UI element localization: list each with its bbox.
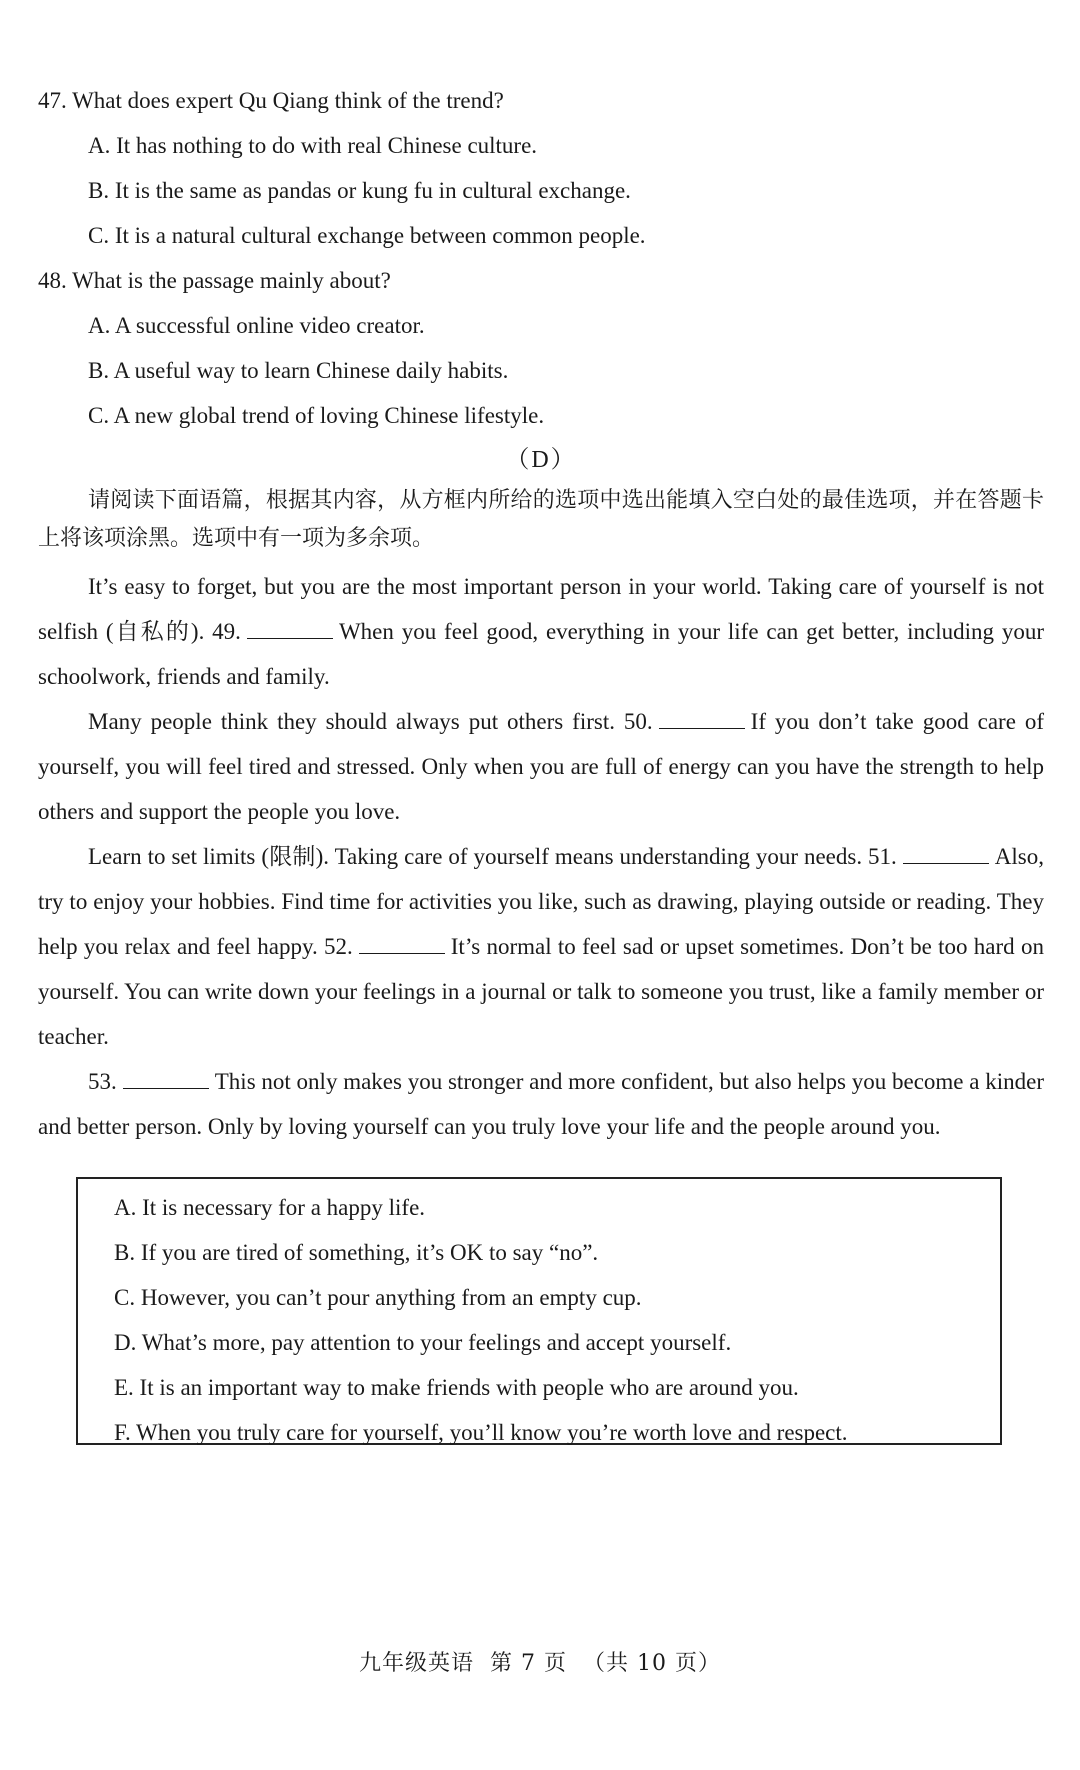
passage-text: When you feel good, everything in your life can get better, including your schoolwork, friends and family. <box>38 619 1044 689</box>
question-47 <box>38 78 1044 258</box>
question-stem: 48. What is the passage mainly about? <box>38 268 391 293</box>
answer-blank-52 <box>359 933 445 954</box>
answer-option: C. It is a natural cultural exchange between common people. <box>88 223 646 248</box>
passage-text: Also, try to enjoy your hobbies. Find time for activities you like, such as drawing, playing outside or reading. They help you relax and feel happy. 52. <box>38 844 1044 959</box>
box-option-d: D. What’s more, pay attention to your feelings and accept yourself. <box>114 1330 732 1355</box>
passage-text: This not only makes you stronger and more confident, but also helps you become a kinder and better person. Only by loving yourself can you truly love your life and the people around you. <box>38 1069 1044 1139</box>
passage-text: 53. <box>88 1069 117 1094</box>
box-option-b: B. If you are tired of something, it’s OK to say “no”. <box>114 1240 599 1265</box>
reading-passage <box>38 564 1044 1149</box>
footer-subject: 九年级英语 <box>359 1651 475 1676</box>
answer-blank-50 <box>659 708 745 729</box>
answer-option: C. A new global trend of loving Chinese lifestyle. <box>88 403 545 428</box>
passage-paragraph-2 <box>38 699 1044 834</box>
section-title: （D） <box>505 447 577 473</box>
box-option-a: A. It is necessary for a happy life. <box>114 1195 426 1220</box>
footer-total-pages: （共 10 页） <box>583 1651 721 1676</box>
passage-text: It’s normal to feel sad or upset sometimes. Don’t be too hard on yourself. You can write down your feelings in a journal or talk to someone you trust, like a family member or teacher. <box>38 934 1044 1049</box>
question-48 <box>38 258 1044 438</box>
passage-text: If you don’t take good care of yourself, you will feel tired and stressed. Only when you are full of energy can you have the strength to help others and support the people you love. <box>38 709 1045 824</box>
options-box <box>76 1177 1002 1445</box>
answer-option: A. A successful online video creator. <box>88 313 425 338</box>
box-option-e: E. It is an important way to make friends with people who are around you. <box>114 1375 799 1400</box>
answer-blank-53 <box>123 1068 209 1089</box>
passage-paragraph-4 <box>38 1059 1044 1149</box>
passage-paragraph-3 <box>38 834 1044 1059</box>
passage-text: Many people think they should always put others first. 50. <box>88 709 653 734</box>
answer-blank-49 <box>247 618 333 639</box>
box-option-c: C. However, you can’t pour anything from an empty cup. <box>114 1285 642 1310</box>
question-stem: 47. What does expert Qu Qiang think of the trend? <box>38 88 504 113</box>
passage-paragraph-1 <box>38 564 1044 699</box>
section-instruction: 请阅读下面语篇，根据其内容，从方框内所给的选项中选出能填入空白处的最佳选项，并在答题卡上将该项涂黑。选项中有一项为多余项。 <box>38 488 1044 551</box>
page-footer <box>0 1646 1080 1677</box>
answer-option: A. It has nothing to do with real Chinese culture. <box>88 133 538 158</box>
exam-page <box>38 78 1044 1149</box>
passage-text: Learn to set limits (限制). Taking care of yourself means understanding your needs. 51. <box>88 844 897 869</box>
answer-option: B. It is the same as pandas or kung fu in cultural exchange. <box>88 178 631 203</box>
passage-text: It’s easy to forget, but you are the most important person in your world. Taking care of yourself is not selfish (自私的). 49. <box>38 574 1044 644</box>
answer-blank-51 <box>903 843 989 864</box>
box-option-f: F. When you truly care for yourself, you’ll know you’re worth love and respect. <box>114 1420 848 1445</box>
answer-option: B. A useful way to learn Chinese daily habits. <box>88 358 509 383</box>
footer-page-number: 第 7 页 <box>490 1651 567 1676</box>
